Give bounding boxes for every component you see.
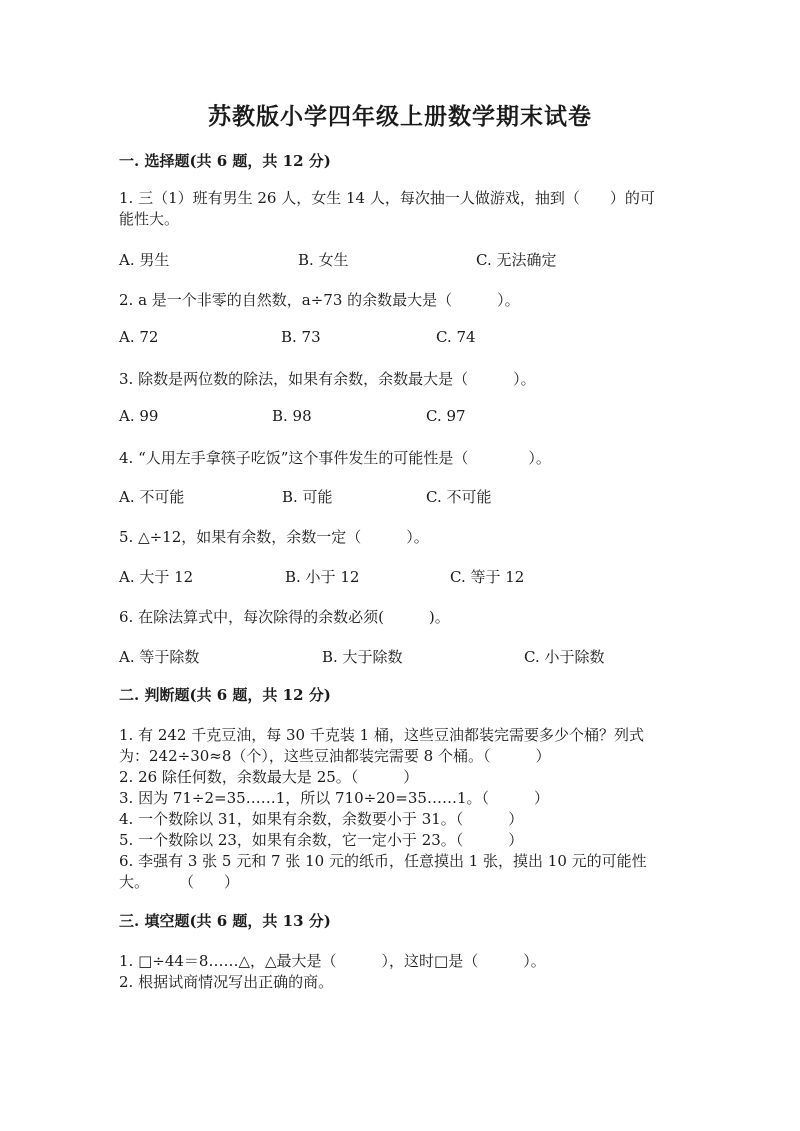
option-a: A. 大于 12	[119, 568, 194, 586]
question-text: 1. 有 242 千克豆油，每 30 千克装 1 桶，这些豆油都装完需要多少个桶？列式	[119, 726, 644, 744]
question-text: 6. 李强有 3 张 5 元和 7 张 10 元的纸币，任意摸出 1 张，摸出 10 元的可能性	[119, 852, 647, 870]
section-heading-choice: 一. 选择题(共 6 题，共 12 分)	[119, 152, 331, 170]
question-text: 为：242÷30≈8（个），这些豆油都装完需要 8 个桶。（ ）	[119, 747, 551, 765]
question-text: 2. 26 除任何数，余数最大是 25。（ ）	[119, 768, 419, 786]
option-b: B. 大于除数	[322, 648, 403, 666]
option-c: C. 97	[426, 407, 466, 425]
question-text: 能性大。	[119, 210, 180, 228]
question-text: 3. 因为 71÷2=35……1，所以 710÷20=35……1。（ ）	[119, 789, 549, 807]
question-text: 4. “人用左手拿筷子吃饭”这个事件发生的可能性是（ ）。	[119, 449, 551, 467]
question-text: 5. △÷12，如果有余数，余数一定（ ）。	[119, 528, 429, 546]
option-a: A. 99	[119, 407, 159, 425]
option-a: A. 72	[119, 328, 159, 346]
section-heading-judge: 二. 判断题(共 6 题，共 12 分)	[119, 686, 331, 704]
option-b: B. 98	[272, 407, 312, 425]
option-c: C. 等于 12	[450, 568, 525, 586]
question-text: 2. a 是一个非零的自然数，a÷73 的余数最大是（ ）。	[119, 291, 520, 309]
question-text: 5. 一个数除以 23，如果有余数，它一定小于 23。（ ）	[119, 831, 524, 849]
option-b: B. 可能	[282, 488, 333, 506]
question-text: 1. 三（1）班有男生 26 人，女生 14 人，每次抽一人做游戏，抽到（ ）的可	[119, 189, 655, 207]
option-b: B. 女生	[298, 251, 349, 269]
question-text: 大。 （ ）	[119, 873, 240, 891]
option-c: C. 小于除数	[524, 648, 605, 666]
question-text: 2. 根据试商情况写出正确的商。	[119, 973, 334, 991]
question-text: 6. 在除法算式中，每次除得的余数必须( )。	[119, 608, 450, 626]
question-text: 4. 一个数除以 31，如果有余数，余数要小于 31。（ ）	[119, 810, 524, 828]
option-c: C. 不可能	[426, 488, 492, 506]
option-b: B. 小于 12	[285, 568, 360, 586]
option-b: B. 73	[281, 328, 321, 346]
question-text: 3. 除数是两位数的除法，如果有余数，余数最大是（ ）。	[119, 370, 536, 388]
option-c: C. 74	[436, 328, 476, 346]
page-title: 苏教版小学四年级上册数学期末试卷	[208, 103, 592, 130]
option-a: A. 等于除数	[119, 648, 200, 666]
option-c: C. 无法确定	[476, 251, 557, 269]
option-a: A. 男生	[119, 251, 170, 269]
section-heading-fill: 三. 填空题(共 6 题，共 13 分)	[119, 912, 331, 930]
question-text: 1. □÷44＝8……△，△最大是（ ），这时□是（ ）。	[119, 952, 546, 970]
option-a: A. 不可能	[119, 488, 185, 506]
